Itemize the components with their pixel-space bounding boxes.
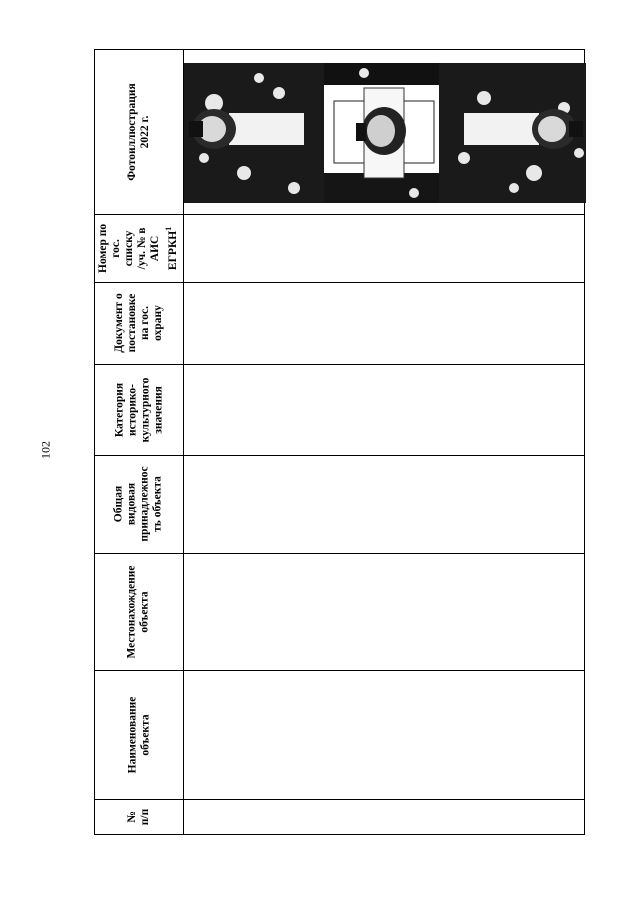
footnote-mark: 1 xyxy=(164,226,174,231)
header-location: Местонахождение объекта xyxy=(126,564,152,659)
header-gos-number: Номер по гос. списку /уч. № в АИС ЕГРКН$^1$ xyxy=(97,223,180,273)
header-document: Документ о постановке на гос. охрану xyxy=(113,293,164,353)
header-name: Наименование объекта xyxy=(125,696,151,773)
page-number: 102 xyxy=(38,441,53,459)
monument-photo-image xyxy=(184,63,586,203)
monument-photo xyxy=(184,63,586,203)
objects-table xyxy=(94,49,585,835)
header-num: № п/п xyxy=(125,808,151,826)
header-type: Общая видовая принадлежнос ть объекта xyxy=(113,466,164,542)
header-photo: Фотоиллюстрация 2022 г. xyxy=(126,83,151,181)
header-category: Категория историко- культурного значения xyxy=(112,377,164,442)
